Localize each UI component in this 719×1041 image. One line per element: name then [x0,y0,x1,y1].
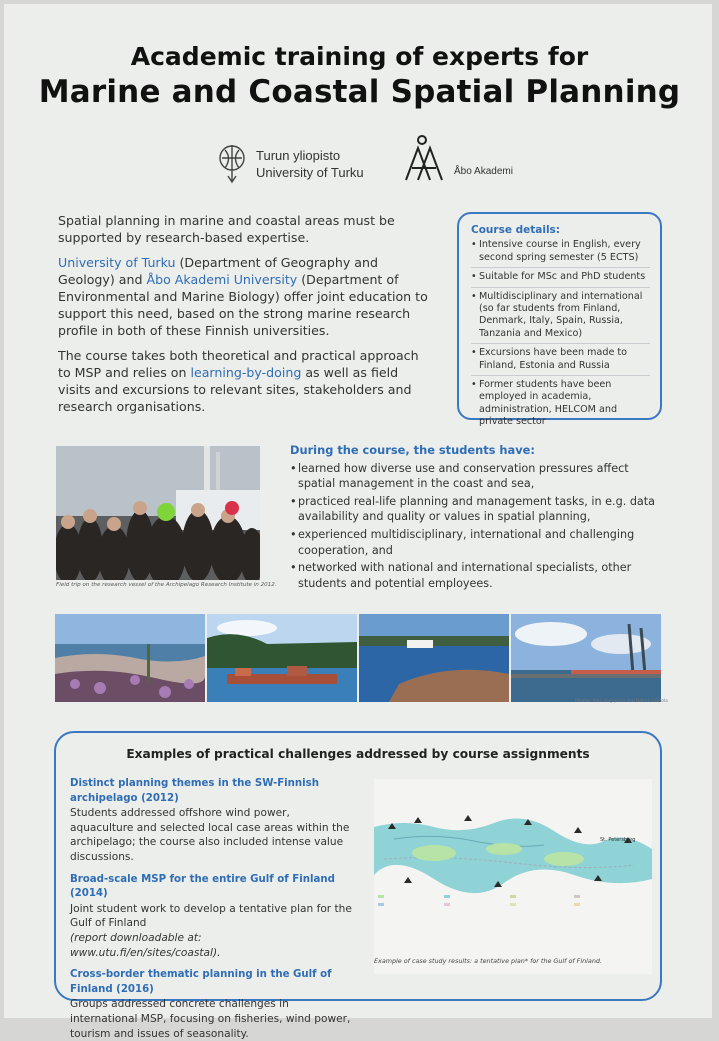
course-detail-item: • Multidisciplinary and international (so far students from Finland, Denmark, Italy, Spain, Russia, Tanzania and Mexico) [471,291,650,345]
intro-paragraph-3-text-b: as well as field visits and excursions to relevant sites, stakeholders and research organisations. [58,365,412,414]
learning-by-doing-highlight: learning-by-doing [190,365,302,380]
during-course-item: • practiced real-life planning and management tasks, in e.g. data availability and quality or values in spatial planning, [290,494,665,525]
field-trip-photo [56,446,260,580]
intro-text [58,212,434,423]
example-heading: Distinct planning themes in the SW-Finnish archipelago (2012) [70,778,319,804]
course-details-heading: Course details: [471,224,560,236]
utu-logo [216,142,366,190]
during-course-item: • experienced multidisciplinary, international and challenging cooperation, and [290,527,665,558]
utu-emblem-icon [216,142,248,186]
photo-harbour-houses [207,614,357,702]
abo-logo-name: Åbo Akademi [454,166,513,177]
intro-paragraph-2-text-a: (Department of Geography and Geology) and [58,255,378,287]
example-body: Students addressed offshore wind power, aquaculture and selected local case areas within the archipelago; the course also included intense value discussions. [70,807,350,863]
map-label-st-petersburg: St. Petersburg [600,837,636,843]
course-detail-item: • Former students have been employed in academia, administration, HELCOM and private sector [471,379,650,432]
intro-paragraph-3-text-a: The course takes both theoretical and practical approach to MSP and relies on [58,348,419,380]
during-course-section [290,443,665,593]
field-trip-photo-image [56,446,260,580]
examples-list [70,777,352,1041]
course-detail-item: • Excursions have been made to Finland, Estonia and Russia [471,347,650,376]
intro-paragraph-2-text-b: (Department of Environmental and Marine Biology) offer joint education to support this need, based on the strong marine research profile in both of these Finnish universities. [58,272,428,338]
example-body: Groups addressed concrete challenges in international MSP, focusing on fisheries, wind power, tourism and issues of seasonality. [70,998,351,1040]
photo-strip [55,614,660,702]
course-detail-item: • Intensive course in English, every second spring semester (5 ECTS) [471,239,650,268]
page-title-line1: Academic training of experts for [130,42,589,71]
gulf-of-finland-map [374,779,652,974]
photo-port-cranes [511,614,661,702]
intro-paragraph-2 [58,254,434,339]
during-course-item: • networked with national and international specialists, other students and potential employees. [290,560,665,591]
examples-title: Examples of practical challenges addressed by course assignments [126,747,590,761]
photo-ferry-sea [359,614,509,702]
intro-paragraph-1: Spatial planning in marine and coastal areas must be supported by research-based expertise. [58,213,395,245]
report-download-link[interactable]: (report downloadable at: www.utu.fi/en/sites/coastal). [70,931,221,959]
abo-logo [400,134,550,186]
example-body: Joint student work to develop a tentative plan for the Gulf of Finland [70,902,352,930]
org-university-of-turku: University of Turku [58,255,176,270]
utu-logo-name-en: University of Turku [256,165,364,180]
example-heading: Cross-border thematic planning in the Gulf of Finland (2016) [70,969,332,995]
during-course-item: • learned how diverse use and conservation pressures affect spatial management in the coast and sea, [290,461,665,492]
page-title-line2: Marine and Coastal Spatial Planning [38,74,681,110]
example-heading: Broad-scale MSP for the entire Gulf of Finland (2014) [70,873,335,900]
org-abo-akademi: Åbo Akademi University [146,272,298,287]
course-detail-item: • Suitable for MSc and PhD students [471,271,650,287]
utu-logo-name-fi: Turun yliopisto [256,148,341,163]
photo-credit: Photos: Riku Varjopuro and Hanna Lehtola [575,699,668,704]
examples-box [54,731,662,1040]
map-image [374,779,652,919]
abo-akademi-emblem-icon [400,134,452,184]
course-details-box [457,212,662,428]
photo-coastal-rocks-flowers [55,614,205,702]
field-trip-caption: Field trip on the research vessel of the Archipelago Research Institute in 2012. [56,582,277,588]
map-caption: Example of case study results: a tentative plan* for the Gulf of Finland. [374,957,602,965]
during-course-heading: During the course, the students have: [290,443,535,457]
intro-paragraph-3 [58,347,434,415]
